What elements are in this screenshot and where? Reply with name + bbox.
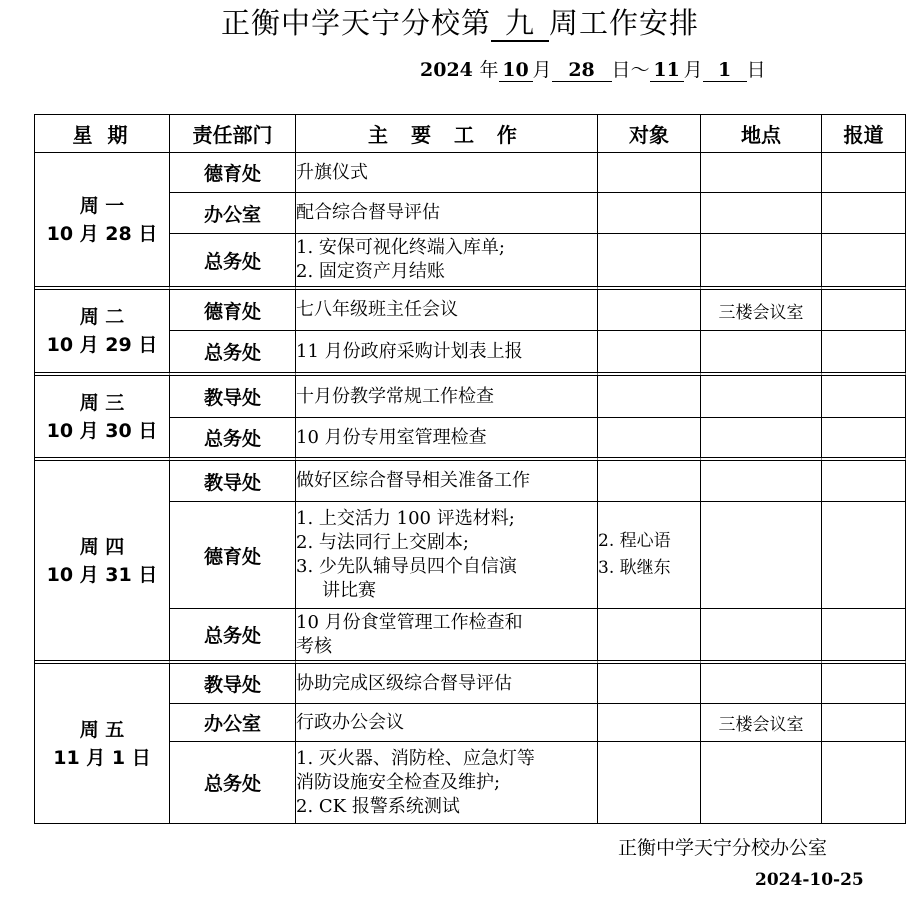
- work-cell: [296, 609, 598, 664]
- header-dept: 责任部门: [170, 115, 296, 153]
- dept-cell: 德育处: [170, 153, 296, 193]
- target-person: 2. 程心语: [598, 531, 671, 551]
- work-line: 协助完成区级综合督导评估: [296, 672, 512, 694]
- location-cell: 三楼会议室: [701, 704, 822, 742]
- work-cell: [296, 664, 598, 704]
- week-number: 九: [491, 6, 549, 42]
- weekday-label: 周 一: [79, 194, 125, 217]
- weekday-label: 周 三: [79, 391, 125, 414]
- target-cell: [598, 193, 701, 234]
- work-line: 七八年级班主任会议: [296, 299, 458, 320]
- report-cell: [822, 193, 906, 234]
- schedule-table: [34, 114, 906, 824]
- work-line: 2. CK 报警系统测试: [296, 795, 460, 817]
- location-cell: [701, 234, 822, 290]
- work-line: 行政办公会议: [296, 711, 404, 733]
- date-range: 2024 年 10 月 28 日～ 11 月 1 日: [420, 59, 766, 81]
- report-cell: [822, 742, 906, 824]
- work-cell: [296, 742, 598, 824]
- work-cell: [296, 704, 598, 742]
- end-day: 1: [703, 59, 747, 82]
- target-cell: [598, 290, 701, 331]
- report-cell: [822, 461, 906, 502]
- work-line: 2. 固定资产月结账: [296, 261, 445, 282]
- work-line: 11 月份政府采购计划表上报: [296, 340, 523, 362]
- schedule-row: [35, 376, 906, 418]
- location-cell: [701, 153, 822, 193]
- title-prefix: 正衡中学天宁分校第: [220, 6, 491, 40]
- work-line: 升旗仪式: [296, 161, 368, 183]
- location-cell: [701, 461, 822, 502]
- work-line: 10 月份专用室管理检查: [296, 426, 487, 448]
- start-day: 28: [552, 59, 612, 82]
- dept-cell: 总务处: [170, 418, 296, 461]
- target-cell: [598, 418, 701, 461]
- report-cell: [822, 609, 906, 664]
- header-weekday: 星 期: [35, 115, 170, 153]
- location-cell: [701, 742, 822, 824]
- target-cell: [598, 609, 701, 664]
- work-cell: [296, 234, 598, 290]
- target-person: 3. 耿继东: [598, 558, 671, 578]
- work-line: 10 月份食堂管理工作检查和: [296, 611, 523, 633]
- day-cell: [35, 153, 170, 290]
- report-cell: [822, 376, 906, 418]
- work-line: 3. 少先队辅导员四个自信演: [296, 556, 517, 577]
- location-cell: [701, 331, 822, 376]
- issuing-office: 正衡中学天宁分校办公室: [618, 837, 828, 859]
- work-cell: [296, 290, 598, 331]
- target-cell: [598, 376, 701, 418]
- end-month: 11: [650, 59, 684, 82]
- work-cell: [296, 193, 598, 234]
- report-cell: [822, 502, 906, 609]
- target-cell: [598, 234, 701, 290]
- work-cell: [296, 461, 598, 502]
- schedule-row: [35, 664, 906, 704]
- work-cell: [296, 331, 598, 376]
- location-cell: [701, 664, 822, 704]
- target-cell: [598, 153, 701, 193]
- work-line: 1. 安保可视化终端入库单;: [296, 237, 505, 258]
- schedule-row: [35, 461, 906, 502]
- day-cell: [35, 290, 170, 376]
- work-line: 2. 与法同行上交剧本;: [296, 532, 469, 553]
- page-title: [0, 2, 920, 44]
- work-cell: [296, 502, 598, 609]
- day-date: 10 月 31 日: [46, 563, 158, 586]
- report-cell: [822, 331, 906, 376]
- header-location: 地点: [701, 115, 822, 153]
- work-cell: [296, 376, 598, 418]
- work-line: 消防设施安全检查及维护;: [296, 771, 501, 793]
- work-cell: [296, 418, 598, 461]
- location-cell: [701, 193, 822, 234]
- target-cell: [598, 742, 701, 824]
- location-cell: [701, 418, 822, 461]
- target-cell: [598, 704, 701, 742]
- day-cell: [35, 376, 170, 461]
- dept-cell: 总务处: [170, 609, 296, 664]
- target-cell: [598, 502, 701, 609]
- weekday-label: 周 五: [79, 718, 125, 741]
- report-cell: [822, 664, 906, 704]
- day-date: 11 月 1 日: [53, 746, 151, 769]
- dept-cell: 德育处: [170, 290, 296, 331]
- weekday-label: 周 四: [79, 535, 125, 558]
- day-date: 10 月 28 日: [46, 222, 158, 245]
- report-cell: [822, 704, 906, 742]
- dept-cell: 教导处: [170, 664, 296, 704]
- location-cell: [701, 609, 822, 664]
- dept-cell: 教导处: [170, 376, 296, 418]
- header-row: [35, 115, 906, 153]
- header-target: 对象: [598, 115, 701, 153]
- title-suffix: 周工作安排: [549, 6, 700, 40]
- report-cell: [822, 153, 906, 193]
- start-month: 10: [499, 59, 533, 82]
- target-cell: [598, 461, 701, 502]
- weekday-label: 周 二: [79, 306, 125, 328]
- location-cell: 三楼会议室: [701, 290, 822, 331]
- day-date: 10 月 29 日: [46, 334, 158, 356]
- report-cell: [822, 234, 906, 290]
- location-cell: [701, 376, 822, 418]
- day-cell: [35, 461, 170, 664]
- schedule-row: [35, 153, 906, 193]
- work-line: 1. 灭火器、消防栓、应急灯等: [296, 747, 535, 769]
- dept-cell: 办公室: [170, 704, 296, 742]
- year: 2024: [420, 59, 473, 81]
- location-cell: [701, 502, 822, 609]
- work-line: 十月份教学常规工作检查: [296, 385, 494, 407]
- dept-cell: 总务处: [170, 742, 296, 824]
- work-line: 讲比赛: [322, 580, 376, 601]
- dept-cell: 总务处: [170, 234, 296, 290]
- dept-cell: 德育处: [170, 502, 296, 609]
- work-line: 做好区综合督导相关准备工作: [296, 470, 530, 491]
- day-cell: [35, 664, 170, 824]
- work-cell: [296, 153, 598, 193]
- dept-cell: 办公室: [170, 193, 296, 234]
- report-cell: [822, 290, 906, 331]
- header-work: 主 要 工 作: [296, 115, 598, 153]
- report-cell: [822, 418, 906, 461]
- day-date: 10 月 30 日: [46, 419, 158, 442]
- dept-cell: 教导处: [170, 461, 296, 502]
- work-line: 考核: [296, 635, 332, 657]
- work-line: 配合综合督导评估: [296, 202, 440, 223]
- target-cell: [598, 331, 701, 376]
- work-line: 1. 上交活力 100 评选材料;: [296, 508, 515, 529]
- schedule-row: [35, 290, 906, 331]
- issue-date: 2024-10-25: [755, 870, 864, 890]
- target-cell: [598, 664, 701, 704]
- dept-cell: 总务处: [170, 331, 296, 376]
- header-report: 报道: [822, 115, 906, 153]
